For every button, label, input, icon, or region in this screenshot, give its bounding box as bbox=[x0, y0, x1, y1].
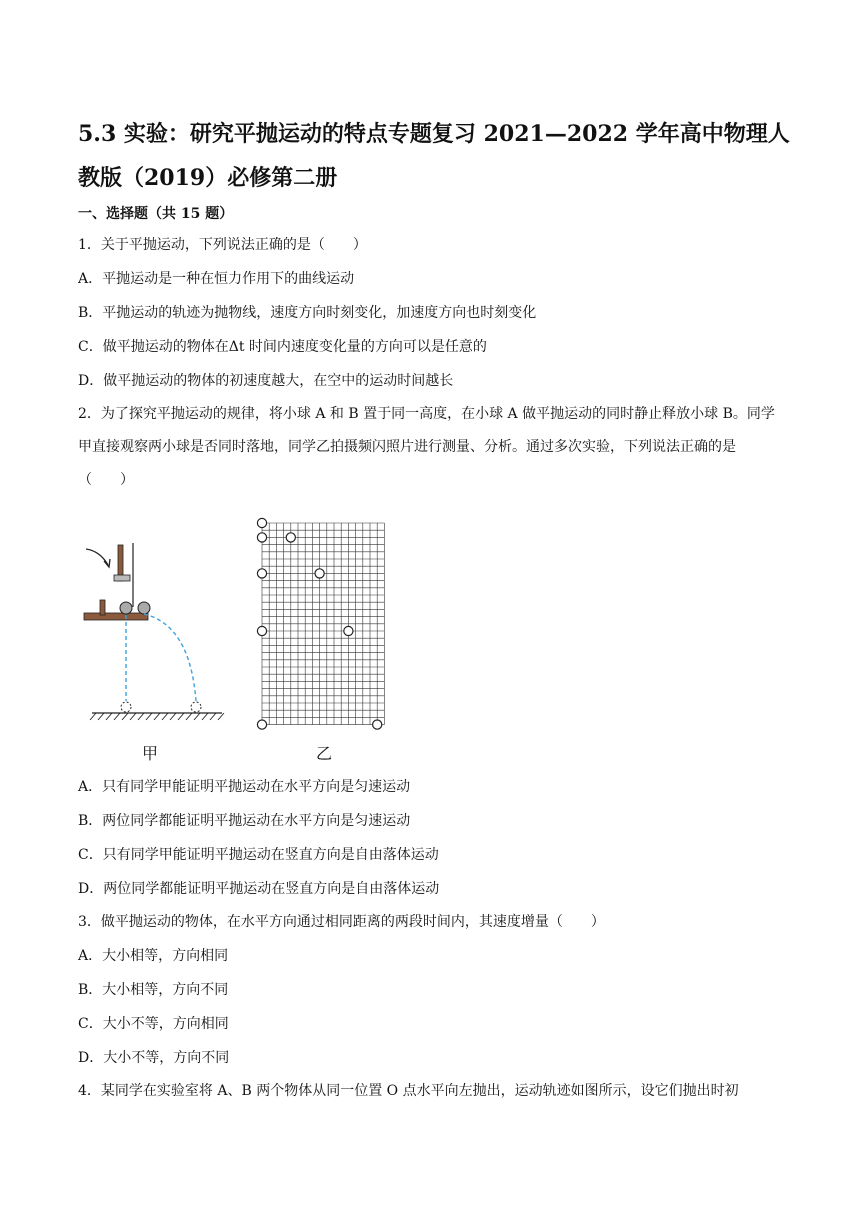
question-2-option-d: D．两位同学都能证明平抛运动在竖直方向是自由落体运动 bbox=[78, 881, 440, 897]
apparatus-drawing bbox=[84, 543, 224, 720]
question-3-option-d: D．大小不等，方向不同 bbox=[78, 1050, 230, 1066]
question-3-option-b: B．大小相等，方向不同 bbox=[78, 982, 229, 998]
strobe-ball-0 bbox=[257, 518, 266, 527]
strobe-ball-1 bbox=[257, 533, 266, 542]
question-2-stem: 2．为了探究平抛运动的规律，将小球 A 和 B 置于同一高度，在小球 A 做平抛运动的同时静止释放小球 B。同学甲直接观察两小球是否同时落地，同学乙拍摄频闪照片进行测量、分析。通过多次实验，下列说法正确的是（ ） bbox=[78, 406, 775, 488]
question-2-figure bbox=[78, 515, 398, 765]
question-1-option-d: D．做平抛运动的物体的初速度越大，在空中的运动时间越长 bbox=[78, 373, 454, 389]
question-1-stem: 1．关于平抛运动，下列说法正确的是（ ） bbox=[78, 237, 367, 253]
question-3-stem: 3．做平抛运动的物体，在水平方向通过相同距离的两段时间内，其速度增量（ ） bbox=[78, 914, 605, 930]
question-3-option-c: C．大小不等，方向相同 bbox=[78, 1016, 229, 1032]
strobe-ball-4 bbox=[315, 569, 324, 578]
question-1-option-a: A．平抛运动是一种在恒力作用下的曲线运动 bbox=[78, 271, 355, 287]
figure-label-right: 乙 bbox=[316, 744, 333, 763]
strobe-ball-6 bbox=[344, 626, 353, 635]
question-2-option-b: B．两位同学都能证明平抛运动在水平方向是匀速运动 bbox=[78, 813, 411, 829]
question-2-option-c: C．只有同学甲能证明平抛运动在竖直方向是自由落体运动 bbox=[78, 847, 439, 863]
question-2-option-a: A．只有同学甲能证明平抛运动在水平方向是匀速运动 bbox=[78, 779, 411, 795]
question-1-option-b: B．平抛运动的轨迹为抛物线，速度方向时刻变化，加速度方向也时刻变化 bbox=[78, 305, 537, 321]
strobe-ball-5 bbox=[257, 626, 266, 635]
strobe-ball-3 bbox=[257, 569, 266, 578]
page-title: 5.3 实验：研究平抛运动的特点专题复习 2021—2022 学年高中物理人教版（2019）必修第二册 bbox=[78, 121, 790, 191]
strobe-ball-8 bbox=[373, 720, 382, 729]
strobe-photo-grid bbox=[257, 518, 384, 729]
question-4-stem: 4．某同学在实验室将 A、B 两个物体从同一位置 O 点水平向左抛出，运动轨迹如图所示，设它们抛出时初 bbox=[78, 1083, 739, 1099]
section-heading: 一、选择题（共 15 题） bbox=[78, 206, 234, 222]
question-3-option-a: A．大小相等，方向相同 bbox=[78, 948, 229, 964]
strobe-ball-7 bbox=[257, 720, 266, 729]
experiment-figure bbox=[78, 515, 398, 765]
question-1-option-c: C．做平抛运动的物体在Δt 时间内速度变化量的方向可以是任意的 bbox=[78, 339, 487, 355]
figure-label-left: 甲 bbox=[142, 744, 159, 763]
strobe-ball-2 bbox=[286, 533, 295, 542]
